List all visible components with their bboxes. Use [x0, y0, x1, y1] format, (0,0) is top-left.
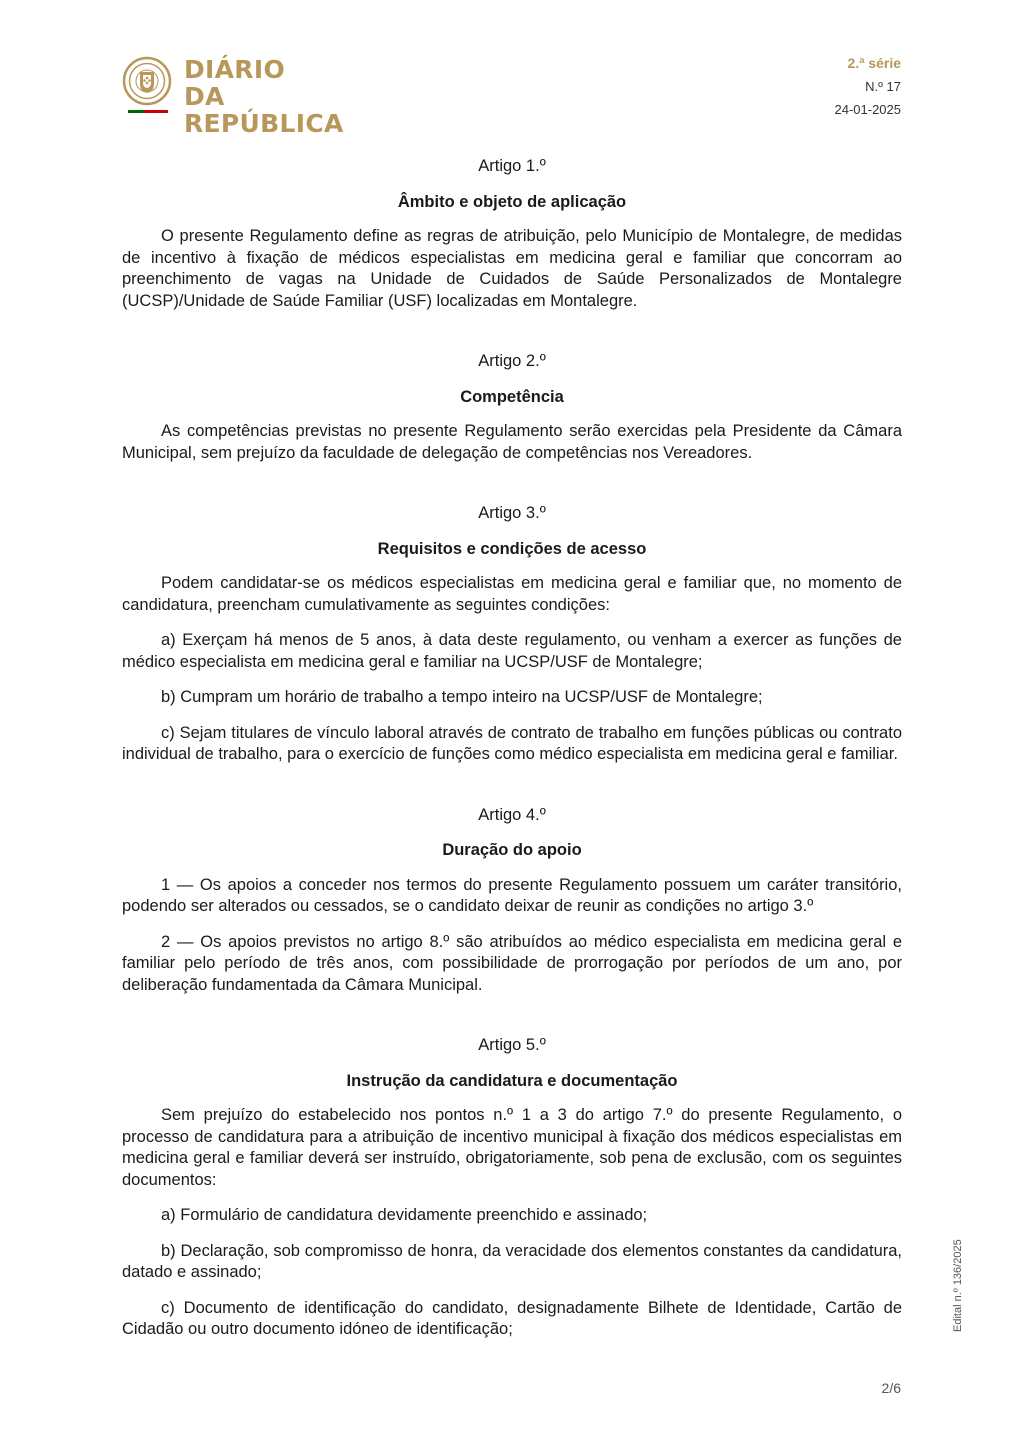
article-title: Duração do apoio: [442, 841, 582, 859]
paragraph: As competências previstas no presente Regulamento serão exercidas pela Presidente da Câmara Municipal, sem prejuízo da faculdade de delegação de competências nos Vereadores.: [122, 422, 902, 462]
paragraph: c) Documento de identificação do candidato, designadamente Bilhete de Identidade, Cartão de Cidadão ou outro documento idóneo de identificação;: [122, 1298, 902, 1338]
article-5: [122, 1035, 902, 1341]
article-4: [122, 805, 902, 997]
paragraph: 2 — Os apoios previstos no artigo 8.º são atribuídos ao médico especialista em medicina geral e familiar pelo período de três anos, com possibilidade de prorrogação por períodos de um ano, por deliberação fundamentada da Câmara Municipal.: [122, 932, 902, 994]
paragraph: a) Exerçam há menos de 5 anos, à data deste regulamento, ou venham a exercer as funções de médico especialista em medicina geral e familiar na UCSP/USF de Montalegre;: [122, 631, 902, 671]
edital-side-note: Edital n.º 136/2025: [952, 1239, 964, 1332]
diario-republica-logo: [122, 54, 392, 138]
flag-stripe: [128, 110, 168, 113]
paragraph: Podem candidatar-se os médicos especialistas em medicina geral e familiar que, no momento de candidatura, preencham cumulativamente as seguintes condições:: [122, 574, 902, 614]
paragraph: a) Formulário de candidatura devidamente preenchido e assinado;: [161, 1206, 648, 1224]
article-number: Artigo 4.º: [478, 805, 546, 824]
brand-line-1: DIÁRIO: [184, 55, 286, 84]
paragraph: b) Declaração, sob compromisso de honra, da veracidade dos elementos constantes da candidatura, datado e assinado;: [122, 1241, 902, 1281]
article-2: [122, 351, 902, 464]
coat-of-arms-icon: [122, 56, 172, 106]
paragraph: b) Cumpram um horário de trabalho a tempo inteiro na UCSP/USF de Montalegre;: [161, 688, 763, 706]
article-1: [122, 156, 902, 312]
paragraph: Sem prejuízo do estabelecido nos pontos n.º 1 a 3 do artigo 7.º do presente Regulamento, o processo de candidatura para a atribuição de incentivo municipal à fixação dos médicos especialistas em medicina geral e familiar deverá ser instruído, obrigatoriamente, sob pena de exclusão, com os seguintes documentos:: [122, 1106, 902, 1189]
article-number: Artigo 2.º: [478, 352, 546, 370]
paragraph: 1 — Os apoios a conceder nos termos do presente Regulamento possuem um caráter transitório, podendo ser alterados ou cessados, se o candidato deixar de reunir as condições no artigo 3.º: [122, 875, 902, 915]
brand-line-2: DA REPÚBLICA: [184, 82, 344, 138]
article-title: Âmbito e objeto de aplicação: [397, 192, 627, 211]
paragraph: O presente Regulamento define as regras de atribuição, pelo Município de Montalegre, de medidas de incentivo à fixação de médicos especialistas em medicina geral e familiar que concorram ao preenchimento de vagas na Unidade de Cuidados de Saúde Personalizados de Montalegre (UCSP)/Unidade de Saúde Familiar (USF) localizadas em Montalegre.: [122, 227, 902, 310]
issue-number: N.º 17: [865, 79, 901, 94]
article-number: Artigo 5.º: [478, 1036, 546, 1054]
article-title: Requisitos e condições de acesso: [377, 539, 647, 558]
page-number: 2/6: [881, 1380, 901, 1396]
article-title: Competência: [460, 387, 564, 406]
article-title: Instrução da candidatura e documentação: [346, 1071, 678, 1090]
article-number: Artigo 1.º: [478, 157, 546, 175]
issue-meta: [835, 52, 902, 121]
series-label: 2.ª série: [847, 55, 901, 71]
article-3: [122, 503, 902, 766]
document-body: [122, 150, 902, 1355]
issue-date: 24-01-2025: [834, 102, 901, 117]
article-number: Artigo 3.º: [478, 504, 546, 522]
paragraph: c) Sejam titulares de vínculo laboral através de contrato de trabalho em funções públicas ou contrato individual de trabalho, para o exercício de funções como médico especialista em medicina geral e familiar.: [122, 723, 902, 763]
